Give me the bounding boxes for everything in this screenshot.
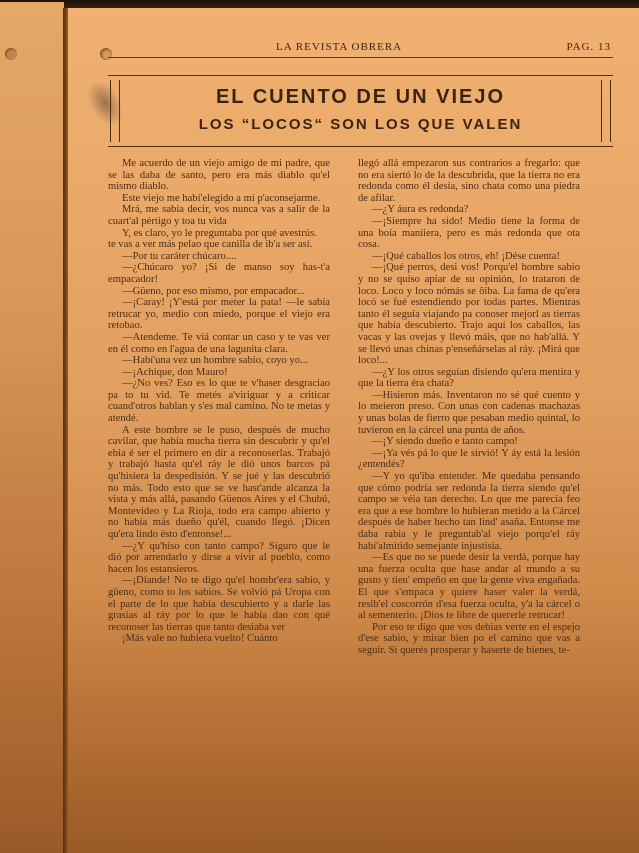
paragraph: —¡Qué caballos los otros, eh! ¡Dése cuenta!: [372, 250, 560, 262]
paragraph: Este viejo me habí'elegido a mí p'aconsejarme.: [122, 192, 321, 204]
paragraph: —¡Diande! No te digo qu'el hombr'era sabio, y güeno, como to los sabios. Se volvió pá Uropa con el parte de lo que había descubierto y a darle las grasias al ráy por lo que le había dao con qué reconoser las tierras que tanto desiaba ver: [108, 575, 330, 633]
article-title: EL CUENTO DE UN VIEJO: [215, 86, 506, 108]
paragraph: —Y yo qu'iba entender. Me quedaba pensando que cómo podría ser redonda la tierra siendo qu'el campo se véia tan derecho. Lo que me parecía feo era que a ese hombre lo hubieran metido a la Cárcel después de haber hecho tan lind' asaña. Entonse me daba rabia y le preguntab'al viejo porqu'el ráy habí'almitido semejante injustisia.: [358, 471, 580, 552]
magazine-page: [68, 8, 639, 853]
paragraph: —¡Qué perros, desi vos! Porqu'el hombre sabio y no se quiso apiar de su opinión, lo trataron de loco. Loco y loco nómás se ôiba. La fama de qu'era locó se fué estendiendo por todas partes. Mientras tanto él seguía viajando pa conoser mejorl as tierras que había descubierto. Trajo aquí los caballos, las vacas y las ovejas y llevó máis, que no hab'allá. Y se llevó unas chinas p'enseñárselas al ráy. ¡Mirá que loco!...: [358, 262, 580, 367]
paragraph: Por eso te digo que vos debias verte en el espejo d'ese sabio, y mirar bien po el camino que vas a seguir. Si querés prosperar y haserte de bienes, te-: [358, 621, 580, 656]
paragraph: —Por tu caráter chúcaro....: [122, 250, 237, 262]
page-number: PAG. 13: [566, 41, 611, 53]
paragraph: te vas a ver más pelao que canilla de ib'a ser así.: [108, 239, 313, 251]
publication-name: LA REVISTA OBRERA: [276, 41, 403, 53]
paragraph: Mrá, me sabía decir, vos nunca vas a salir de la cuart'al pértigo y toa tu vida: [108, 204, 330, 227]
paragraph: Me acuerdo de un viejo amigo de mi padre, que se las daba de santo, pero era más diablo qu'el mismo diablo.: [108, 158, 330, 193]
paragraph: —¿Y qu'hiso con tanto campo? Síguro que le dió por arrendarlo y dirse a vivir al pueblo, como hacen los estansieros.: [108, 540, 330, 575]
paragraph: ¡Más vale no hubiera vuelto! Cuánto: [122, 633, 278, 645]
paragraph: —Hisieron más. Inventaron no sé qué cuento y lo meieron preso. Con unas con cadenas machazas y unas bolas de fierro que pesaban medio quintal, lo tuvieron en la cárcel una punta de años.: [358, 389, 580, 436]
text-column-left: [108, 158, 330, 645]
paragraph: —¿Y áura es redonda?: [372, 204, 469, 216]
paragraph: —¡Achique, don Mauro!: [122, 366, 228, 378]
paragraph: —¿Chúcaro yo? ¡Si de manso soy has-t'a empacador!: [108, 262, 330, 285]
paragraph: —¡Ya vés pá lo que le sirvió! Y áy está la lesión ¿entendés?: [358, 447, 580, 471]
paragraph: Y, es claro, yo le preguntaba por qué avestrús.: [122, 227, 317, 239]
facing-page-edge: [0, 2, 64, 853]
paragraph: —¿No ves? Eso es lo que te v'haser desgraciao pa to tu vid. Te metés a'viriguar y a criticar cuand'otros hablan y s'es mal camino. No te metas y atendé.: [108, 378, 330, 425]
paragraph: A este hombre se le puso, después de mucho cavilar, que había mucha tierra sin descubrir y qu'el ebia é ser el primero en dír a reconoserlas. Trabajó y trabajó hasta qu'el ráy le dió unos barcos pá qu'hisiera la despedisión. Y se jué y las descubrió no más. Todo esto que se ve hast'ande alcanza la vista y más allá, pasando Güenos Aires y el Chubú, Montevideo y La Rioja, todo era campo abierto y no había más dueño qu'él, cuando llegó. ¡Dicen qu'era lindo ésto d'entonse!...: [108, 424, 330, 540]
running-header: [108, 41, 613, 58]
paragraph: —¡Siempre ha sido! Medio tiene la forma de una boía maníiera, pero es más redonda que ota cosa.: [358, 215, 580, 251]
paragraph: —Güeno, por eso mismo, por empacador...: [122, 285, 305, 297]
paragraph: —Atendeme. Te viá contar un caso y te vas ver en él como en l'agua de una lagunita clara.: [108, 331, 330, 355]
binding-hole-icon: [5, 48, 17, 60]
article-subtitle: LOS “LOCOS“ SON LOS QUE VALEN: [198, 116, 523, 133]
paragraph: —¿Y los otros seguían disiendo qu'era mentira y que la tierra éra chata?: [358, 366, 580, 390]
text-column-right: [358, 158, 580, 657]
paragraph: —¡Y siendo dueño e tanto campo!: [372, 436, 518, 448]
article-title-box: [108, 75, 613, 147]
paragraph: llegó allá empezaron sus contrarios a fregarlo: que no era siertó lo de la descubrida, que la tierra no era redonda como él desía, sino chata como una piedra de afilar.: [358, 158, 580, 204]
paragraph: —Habí'una vez un hombre sabio, coyo yo...: [122, 355, 309, 367]
paragraph: —¡Caray! ¡Y'está por meter la pata! —le sabía retrucar yo, medio con miedo, porque el viejo era retobao.: [108, 297, 330, 332]
paragraph: —Es que no se puede desir la verdá, porque hay una fuerza oculta que hase andar al mundo a su gusto y tien' empeño en que la gente viva engañada. El que s'empaca y quiere haser valer la verdá, resib'el coscorrón d'esa fuerza oculta, y'a la cárcel o al sementerio. ¡Dios te libre de quererle retrucar!: [358, 552, 580, 622]
